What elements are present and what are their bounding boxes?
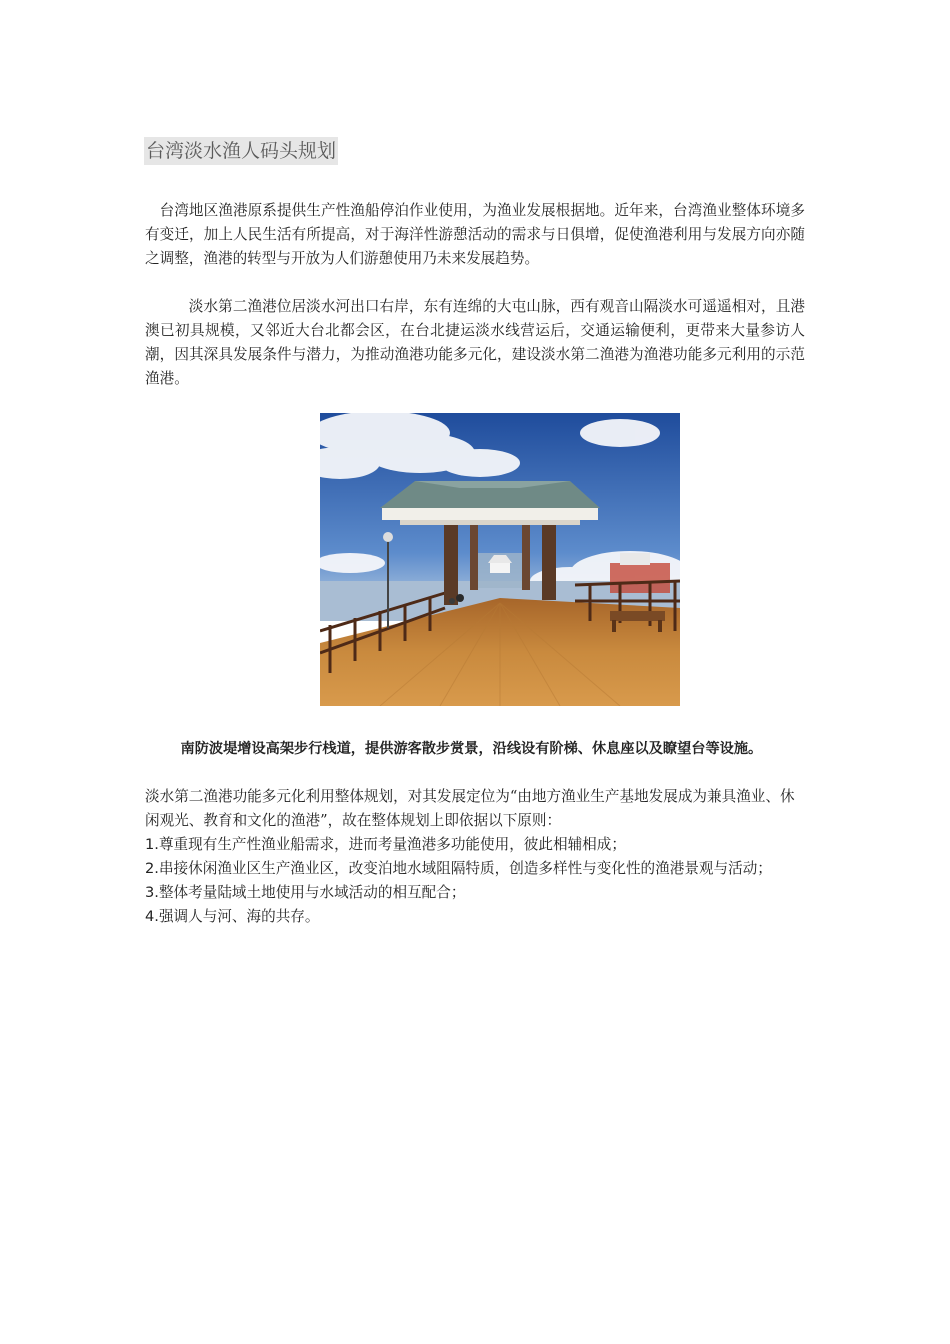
principle-item [145, 857, 805, 881]
principle-number: 2. [145, 860, 159, 877]
principle-item [145, 833, 805, 857]
principle-item [145, 905, 805, 929]
principle-item [145, 881, 805, 905]
principle-text: 整体考量陆域土地使用与水域活动的相互配合； [158, 884, 466, 901]
principle-number: 1. [145, 836, 159, 853]
paragraph-intro: 台湾地区渔港原系提供生产性渔船停泊作业使用，为渔业发展根据地。近年来，台湾渔业整体环境多有变迁，加上人民生活有所提高，对于海洋性游憩活动的需求与日俱增，促使渔港利用与发展方向亦随之调整，渔港的转型与开放为人们游憩使用乃未来发展趋势。 [145, 202, 805, 267]
principle-text: 强调人与河、海的共存。 [158, 908, 320, 925]
principle-text: 串接休闲渔业区生产渔业区，改变泊地水域阻隔特质，创造多样性与变化性的渔港景观与活动； [158, 860, 772, 877]
principle-text: 尊重现有生产性渔业船需求，进而考量渔港多功能使用，彼此相辅相成； [158, 836, 626, 853]
principles-intro: 淡水第二渔港功能多元化利用整体规划，对其发展定位为“由地方渔业生产基地发展成为兼具渔业、休闲观光、教育和文化的渔港”，故在整体规划上即依据以下原则： [145, 788, 795, 829]
principle-number: 4. [145, 908, 159, 925]
planning-principles [145, 785, 805, 929]
photo-caption: 南防波堤增设高架步行栈道，提供游客散步赏景，沿线设有阶梯、休息座以及瞭望台等设施。 [180, 741, 763, 757]
pier-pavilion-photo [320, 413, 680, 706]
page-title: 台湾淡水渔人码头规划 [144, 137, 338, 165]
principle-number: 3. [145, 884, 159, 901]
paragraph-location: 淡水第二渔港位居淡水河出口右岸，东有连绵的大屯山脉，西有观音山隔淡水可遥遥相对，且港澳已初具规模，又邻近大台北都会区，在台北捷运淡水线营运后，交通运输便利，更带来大量参访人潮，因其深具发展条件与潜力，为推动渔港功能多元化，建设淡水第二渔港为渔港功能多元利用的示范渔港。 [145, 298, 805, 387]
